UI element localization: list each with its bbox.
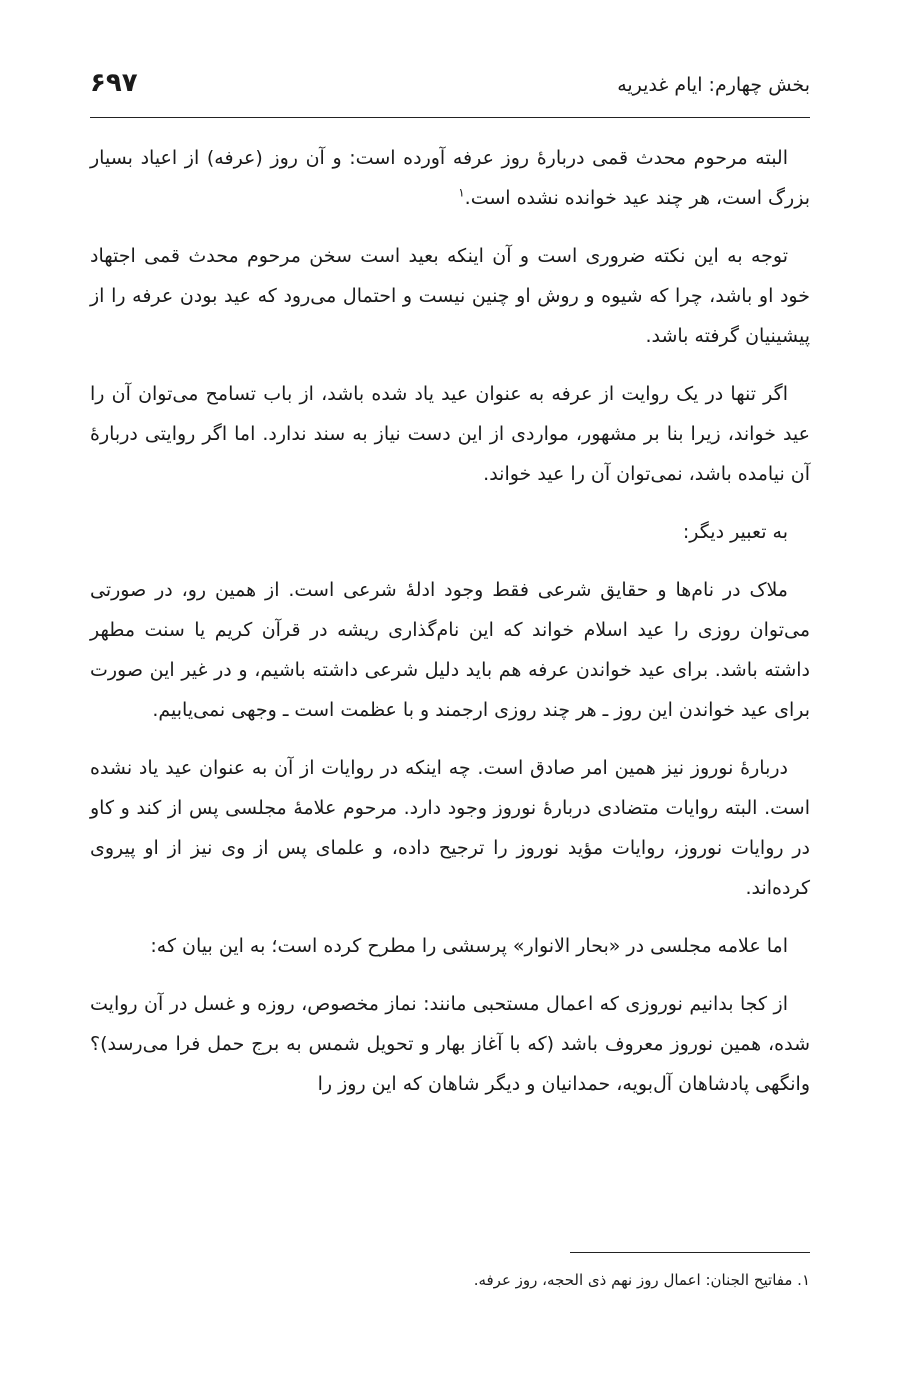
paragraph: از کجا بدانیم نوروزی که اعمال مستحبی مانند: نماز مخصوص، روزه و غسل در آن روایت شده، همین نوروز معروف باشد (که با آغاز بهار و تحویل شمس به برج حمل فرا می‌رسد)؟ وانگهی پادشاهان آل‌بویه، حمدانیان و دیگر شاهان که این روز را xyxy=(90,993,810,1095)
footnote-rule xyxy=(570,1252,810,1253)
paragraph: به تعبیر دیگر: xyxy=(682,521,788,543)
page-number: ۶۹۷ xyxy=(90,68,138,98)
paragraph: اگر تنها در یک روایت از عرفه به عنوان عید یاد شده باشد، از باب تسامح می‌توان آن را عید خواند، زیرا بنا بر مشهور، مواردی از این دست نیاز به سند ندارد. اما اگر روایتی دربارهٔ آن نیامده باشد، نمی‌توان آن را عید خواند. xyxy=(90,383,810,485)
paragraph: دربارهٔ نوروز نیز همین امر صادق است. چه اینکه در روایات از آن به عنوان عید یاد نشده است. البته روایات متضادی دربارهٔ نوروز وجود دارد. مرحوم علامهٔ مجلسی پس از کند و کاو در روایات نوروز، روایات مؤید نوروز را ترجیح داده، و علمای پس از وی نیز از او پیروی کرده‌اند. xyxy=(90,757,810,899)
footnote: ۱. مفاتیح الجنان: اعمال روز نهم ذی الحجه، روز عرفه. xyxy=(473,1271,810,1289)
paragraph: البته مرحوم محدث قمی دربارهٔ روز عرفه آورده است: و آن روز (عرفه) از اعیاد بسیار بزرگ است، هر چند عید خوانده نشده است.$^۱$ xyxy=(90,147,810,209)
paragraph: ملاک در نام‌ها و حقایق شرعی فقط وجود ادلهٔ شرعی است. از همین رو، در صورتی می‌توان روزی را عید اسلام خواند که این نام‌گذاری ریشه در قرآن کریم یا سنت مطهر داشته باشد. برای عید خواندن عرفه هم باید دلیل شرعی داشته باشیم، و در غیر این صورت برای عید خواندن این روز ـ هر چند روزی ارجمند و با عظمت است ـ وجهی نمی‌یابیم. xyxy=(90,579,810,721)
header-rule xyxy=(90,117,810,118)
body-text xyxy=(90,138,810,1122)
paragraph: اما علامه مجلسی در «بحار الانوار» پرسشی را مطرح کرده است؛ به این بیان که: xyxy=(150,935,788,957)
paragraph: توجه به این نکته ضروری است و آن اینکه بعید است سخن مرحوم محدث قمی اجتهاد خود او باشد، چرا که شیوه و روش او چنین نیست و احتمال می‌رود که عید بودن عرفه را از پیشینیان گرفته باشد. xyxy=(90,245,810,347)
page-header xyxy=(90,68,810,108)
running-title: بخش چهارم: ایام غدیریه xyxy=(617,74,810,96)
footnote-reference: ۱ xyxy=(458,185,465,200)
